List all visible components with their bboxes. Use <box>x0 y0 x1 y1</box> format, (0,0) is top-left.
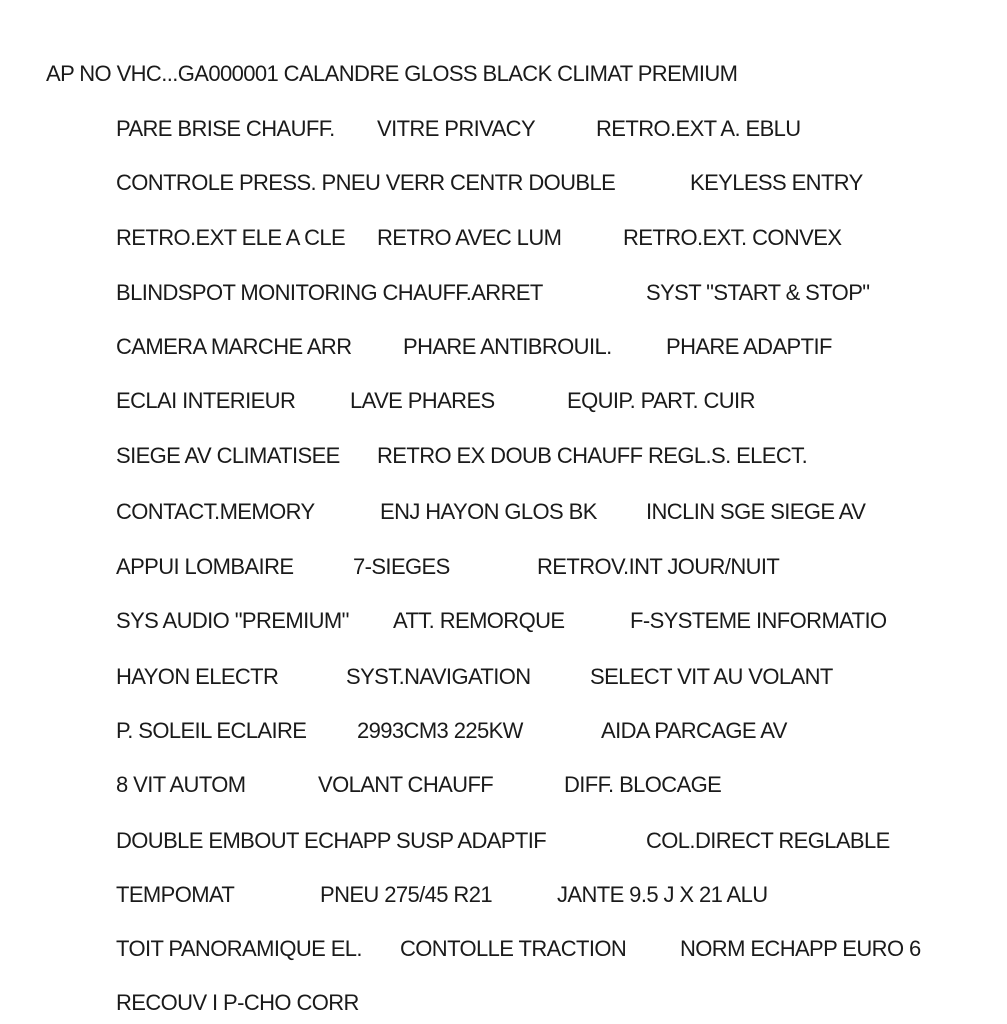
equipment-item: LAVE PHARES <box>350 388 495 413</box>
equipment-item: CAMERA MARCHE ARR <box>116 334 352 359</box>
equipment-item: AIDA PARCAGE AV <box>601 718 787 743</box>
equipment-item: ATT. REMORQUE <box>393 608 565 633</box>
equipment-item: DOUBLE EMBOUT ECHAPP SUSP ADAPTIF <box>116 828 547 853</box>
equipment-item: PNEU 275/45 R21 <box>320 882 492 907</box>
equipment-item: 7-SIEGES <box>353 554 450 579</box>
equipment-item: PHARE ANTIBROUIL. <box>403 334 612 359</box>
equipment-item: HAYON ELECTR <box>116 664 279 689</box>
equipment-item: JANTE 9.5 J X 21 ALU <box>557 882 768 907</box>
equipment-item: RETRO.EXT ELE A CLE <box>116 225 346 250</box>
equipment-item: RETRO.EXT A. EBLU <box>596 116 801 141</box>
equipment-item: EQUIP. PART. CUIR <box>567 388 755 413</box>
equipment-item: VOLANT CHAUFF <box>318 772 494 797</box>
equipment-item: COL.DIRECT REGLABLE <box>646 828 890 853</box>
equipment-item: SYS AUDIO "PREMIUM" <box>116 608 349 633</box>
equipment-item: TEMPOMAT <box>116 882 235 907</box>
equipment-item: CONTOLLE TRACTION <box>400 936 627 961</box>
equipment-item: 8 VIT AUTOM <box>116 772 246 797</box>
equipment-item: PHARE ADAPTIF <box>666 334 832 359</box>
equipment-item: VITRE PRIVACY <box>377 116 536 141</box>
equipment-item: SYST.NAVIGATION <box>346 664 531 689</box>
equipment-item: SIEGE AV CLIMATISEE <box>116 443 340 468</box>
equipment-item: CONTROLE PRESS. PNEU VERR CENTR DOUBLE <box>116 170 616 195</box>
equipment-item: RETROV.INT JOUR/NUIT <box>537 554 780 579</box>
equipment-item: F-SYSTEME INFORMATIO <box>630 608 887 633</box>
equipment-item: SYST "START & STOP" <box>646 280 870 305</box>
header-text: AP NO VHC...GA000001 CALANDRE GLOSS BLACK CLIMAT PREMIUM <box>46 61 738 86</box>
equipment-item: RETRO AVEC LUM <box>377 225 562 250</box>
equipment-item: INCLIN SGE SIEGE AV <box>646 499 866 524</box>
equipment-item: 2993CM3 225KW <box>357 718 523 743</box>
equipment-item: NORM ECHAPP EURO 6 <box>680 936 921 961</box>
equipment-item: RETRO EX DOUB CHAUFF REGL.S. ELECT. <box>377 443 808 468</box>
equipment-item: RETRO.EXT. CONVEX <box>623 225 842 250</box>
equipment-item: BLINDSPOT MONITORING CHAUFF.ARRET <box>116 280 543 305</box>
equipment-item: CONTACT.MEMORY <box>116 499 315 524</box>
equipment-item: SELECT VIT AU VOLANT <box>590 664 833 689</box>
equipment-item: KEYLESS ENTRY <box>690 170 863 195</box>
equipment-item: P. SOLEIL ECLAIRE <box>116 718 307 743</box>
equipment-item: ECLAI INTERIEUR <box>116 388 296 413</box>
equipment-item: DIFF. BLOCAGE <box>564 772 722 797</box>
equipment-item: PARE BRISE CHAUFF. <box>116 116 335 141</box>
equipment-item: ENJ HAYON GLOS BK <box>380 499 597 524</box>
equipment-item: RECOUV I P-CHO CORR <box>116 990 359 1015</box>
equipment-item: TOIT PANORAMIQUE EL. <box>116 936 362 961</box>
equipment-item: APPUI LOMBAIRE <box>116 554 294 579</box>
